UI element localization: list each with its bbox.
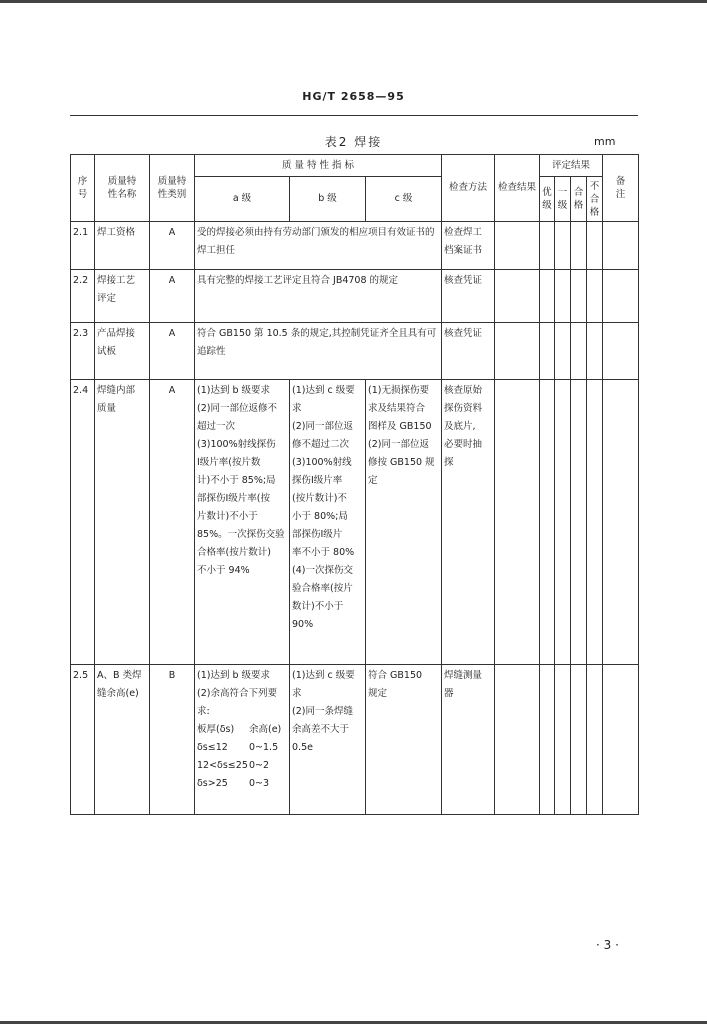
table-row — [71, 222, 639, 270]
table-row — [71, 323, 639, 380]
row-result — [495, 323, 540, 380]
row-remark — [603, 323, 639, 380]
col-first-grade: 一 级 — [555, 177, 571, 222]
standard-number: HG/T 2658—95 — [302, 90, 405, 103]
row-number: 2.1 — [71, 222, 95, 270]
row-number: 2.5 — [71, 665, 95, 815]
row-qualified — [571, 270, 587, 323]
row-excellent — [540, 222, 555, 270]
thickness-row: δs≤12 0~1.5 — [197, 742, 279, 753]
row-requirement: 受的焊接必须由持有劳动部门颁发的相应项目有效证书的焊工担任 — [195, 222, 442, 270]
row-first-grade — [555, 323, 571, 380]
page-number: · 3 · — [596, 938, 619, 952]
row-excellent — [540, 665, 555, 815]
row-grade-a: (1)达到 b 级要求 (2)同一部位返修不 超过一次 (3)100%射线探伤 Ⅰ级片率(按片数 计)不小于 85%;局 部探伤Ⅰ级片率(按 片数计)不小于 85%。一次探伤交验 合格率(按片数计) 不小于 94% — [195, 380, 290, 665]
thickness-row: 12<δs≤25 0~2 — [197, 760, 270, 771]
row-number: 2.3 — [71, 323, 95, 380]
table-unit: mm — [594, 135, 616, 148]
row-grade-a: (1)达到 b 级要求 (2)余高符合下列要 求: 板厚(δs) 余高(e) δs≤12 0~1.5 12<δs≤25 0~2 δs>25 0~3 — [195, 665, 290, 815]
row-name: 焊工资格 — [95, 222, 150, 270]
col-seq: 序 号 — [71, 155, 95, 222]
row-method: 焊缝测量 器 — [442, 665, 495, 815]
row-requirement: 符合 GB150 第 10.5 条的规定,其控制凭证齐全且具有可追踪性 — [195, 323, 442, 380]
scan-top-edge — [0, 0, 707, 3]
row-first-grade — [555, 222, 571, 270]
row-unqualified — [587, 270, 603, 323]
row-unqualified — [587, 222, 603, 270]
table-row — [71, 380, 639, 665]
row-result — [495, 270, 540, 323]
row-excellent — [540, 270, 555, 323]
table-row — [71, 665, 639, 815]
col-remark: 备 注 — [603, 155, 639, 222]
col-grade-b: b 级 — [290, 177, 366, 222]
row-method: 核查凭证 — [442, 270, 495, 323]
row-remark — [603, 380, 639, 665]
thickness-row: 板厚(δs) 余高(e) — [197, 724, 282, 735]
col-char-name: 质量特 性名称 — [95, 155, 150, 222]
col-result: 检查结果 — [495, 155, 540, 222]
row-method: 检查焊工 档案证书 — [442, 222, 495, 270]
header-row-1 — [71, 155, 639, 177]
col-grade-c: c 级 — [366, 177, 442, 222]
col-quality-index: 质 量 特 性 指 标 — [195, 155, 442, 177]
col-char-class: 质量特 性类别 — [150, 155, 195, 222]
row-qualified — [571, 665, 587, 815]
col-qualified: 合 格 — [571, 177, 587, 222]
row-requirement: 具有完整的焊接工艺评定且符合 JB4708 的规定 — [195, 270, 442, 323]
row-grade-b: (1)达到 c 级要 求 (2)同一条焊缝 余高差不大于 0.5e — [290, 665, 366, 815]
row-class: A — [150, 323, 195, 380]
row-name: 焊接工艺 评定 — [95, 270, 150, 323]
row-unqualified — [587, 380, 603, 665]
row-remark — [603, 665, 639, 815]
col-grade-a: a 级 — [195, 177, 290, 222]
header-rule — [70, 115, 638, 116]
col-evaluation: 评定结果 — [540, 155, 603, 177]
col-method: 检查方法 — [442, 155, 495, 222]
row-grade-c: (1)无损探伤要 求及结果符合 图样及 GB150 (2)同一部位返 修按 GB150 规 定 — [366, 380, 442, 665]
row-excellent — [540, 323, 555, 380]
row-qualified — [571, 380, 587, 665]
row-class: B — [150, 665, 195, 815]
row-first-grade — [555, 270, 571, 323]
table-title: 表2 焊接 — [324, 135, 383, 149]
row-excellent — [540, 380, 555, 665]
row-class: A — [150, 222, 195, 270]
row-method: 核查凭证 — [442, 323, 495, 380]
row-name: 焊缝内部 质量 — [95, 380, 150, 665]
row-name: A、B 类焊 缝余高(e) — [95, 665, 150, 815]
row-result — [495, 380, 540, 665]
row-result — [495, 665, 540, 815]
row-grade-b: (1)达到 c 级要 求 (2)同一部位返 修不超过二次 (3)100%射线 探伤Ⅰ级片率 (按片数计)不 小于 80%;局 部探伤Ⅰ级片 率不小于 80% (4)一次探伤交 验合格率(按片 数计)不小于 90% — [290, 380, 366, 665]
row-number: 2.4 — [71, 380, 95, 665]
row-remark — [603, 222, 639, 270]
row-unqualified — [587, 665, 603, 815]
row-unqualified — [587, 323, 603, 380]
row-result — [495, 222, 540, 270]
row-class: A — [150, 270, 195, 323]
row-first-grade — [555, 380, 571, 665]
row-remark — [603, 270, 639, 323]
row-qualified — [571, 222, 587, 270]
row-name: 产品焊接 试板 — [95, 323, 150, 380]
col-excellent: 优 级 — [540, 177, 555, 222]
row-number: 2.2 — [71, 270, 95, 323]
row-first-grade — [555, 665, 571, 815]
table-row — [71, 270, 639, 323]
weld-quality-table — [70, 154, 639, 815]
col-unqualified: 不 合 格 — [587, 177, 603, 222]
row-qualified — [571, 323, 587, 380]
row-class: A — [150, 380, 195, 665]
row-grade-c: 符合 GB150 规定 — [366, 665, 442, 815]
row-method: 核查原始 探伤资料 及底片, 必要时抽 探 — [442, 380, 495, 665]
thickness-row: δs>25 0~3 — [197, 778, 270, 789]
